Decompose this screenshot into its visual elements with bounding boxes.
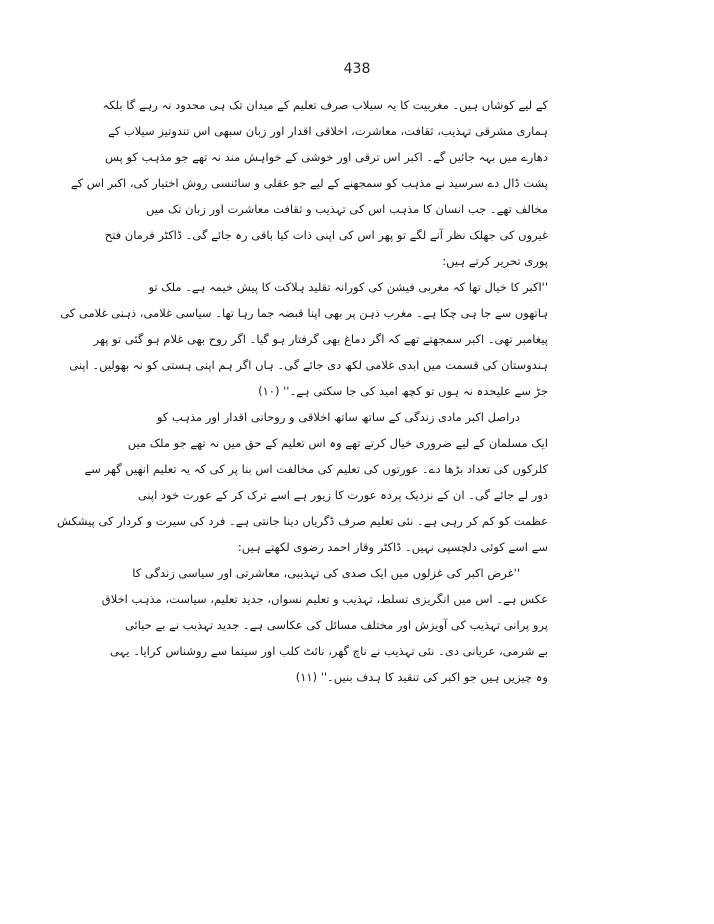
page-number: 438: [343, 61, 371, 77]
text-line: جڑ سے علیحدہ نہ ہوں تو کچھ امید کی جا سکتی ہے۔'' (۱۰): [258, 384, 548, 398]
text-line: پرو پرانی تہذیب کی آویزش اور مختلف مسائل کی عکاسی ہے۔ جدید تہذیب نے بے حیائی: [124, 618, 548, 632]
text-line: دراصل اکبر مادی زندگی کے ساتھ ساتھ اخلاقی و روحانی اقدار اور مذہب کو: [156, 410, 520, 424]
text-line: کلرکوں کی تعداد بڑھا دے۔ عورتوں کی تعلیم کی مخالفت اس بنا پر کی کہ یہ تعلیم انھیں گھر سے: [84, 462, 548, 476]
text-line: ہماری مشرقی تہذیب، ثقافت، معاشرت، اخلاقی اقدار اور زبان سبھی اس تندوتیز سیلاب کے: [108, 124, 548, 138]
text-line: بے شرمی، عریانی دی۔ نئی تہذیب نے ناچ گھر، نائٹ کلب اور سینما سے روشناس کرایا۔ یہی: [110, 644, 548, 658]
text-line: ایک مسلمان کے لیے ضروری خیال کرتے تھے وہ اس تعلیم کے حق میں نہ تھے جو ملک میں: [127, 436, 548, 450]
text-line: ہندوستان کی قسمت میں ابدی غلامی لکھ دی جائے گی۔ ہاں اگر ہم اپنی ہستی کو نہ بھولیں۔ اپنی: [69, 358, 548, 372]
text-line: وہ چیزیں ہیں جو اکبر کی تنقید کا ہدف بنیں۔'' (۱۱): [295, 670, 548, 684]
body-text: [56, 92, 548, 690]
text-line: سے اسے کوئی دلچسپی نہیں۔ ڈاکٹر وقار احمد رضوی لکھتے ہیں:: [237, 540, 548, 554]
text-line: عظمت کو کم کر رہی ہے۔ نئی تعلیم صرف ڈگریاں دینا جانتی ہے۔ فرد کی سیرت و کردار کی پیشکش: [56, 514, 548, 528]
text-line: دھارے میں بہہ جائیں گے۔ اکبر اس ترقی اور خوشی کے خواہش مند نہ تھے جو مذہب کو پس: [104, 150, 548, 164]
text-line: کے لیے کوشاں ہیں۔ مغربیت کا یہ سیلاب صرف تعلیم کے میدان تک ہی محدود نہ رہے گا بلکہ: [102, 98, 548, 112]
text-line: پشت ڈال دے سرسید نے مذہب کو سمجھنے کے لیے جو عقلی و سائنسی روش اختیار کی، اکبر اس کے: [70, 176, 548, 190]
text-line: ہاتھوں سے جا ہی چکا ہے۔ مغرب ذہن پر بھی اپنا قبضہ جما رہا تھا۔ سیاسی غلامی، ذہنی غلامی کی: [60, 306, 548, 320]
text-line: پوری تحریر کرتے ہیں:: [442, 254, 548, 268]
text-line: عکس ہے۔ اس میں انگریزی تسلط، تہذیب و تعلیم نسواں، جدید تعلیم، سیاست، مذہب اخلاق: [101, 592, 548, 606]
text-line: مخالف تھے۔ جب انسان کا مذہب اس کی تہذیب و ثقافت معاشرت اور زبان تک میں: [145, 202, 548, 216]
text-line: ''اکبر کا خیال تھا کہ مغربی فیشن کی کورانہ تقلید ہلاکت کا پیش خیمہ ہے۔ ملک تو: [148, 280, 548, 294]
text-line: ''غرض اکبر کی غزلوں میں ایک صدی کی تہذیبی، معاشرتی اور سیاسی زندگی کا: [132, 566, 520, 580]
text-line: غیروں کی جھلک نظر آنے لگے تو پھر اس کی اپنی ذات کیا باقی رہ جائے گی۔ ڈاکٹر فرمان فتح: [104, 228, 548, 242]
text-line: پیغامبر تھی۔ اکبر سمجھتے تھے کہ اگر دماغ بھی گرفتار ہو گیا۔ اگر روح بھی غلام ہو گئی تو پھر: [93, 332, 548, 346]
text-line: دور لے جائے گی۔ ان کے نزدیک پردہ عورت کا زیور ہے اسے ترک کر کے عورت خود اپنی: [137, 488, 548, 502]
